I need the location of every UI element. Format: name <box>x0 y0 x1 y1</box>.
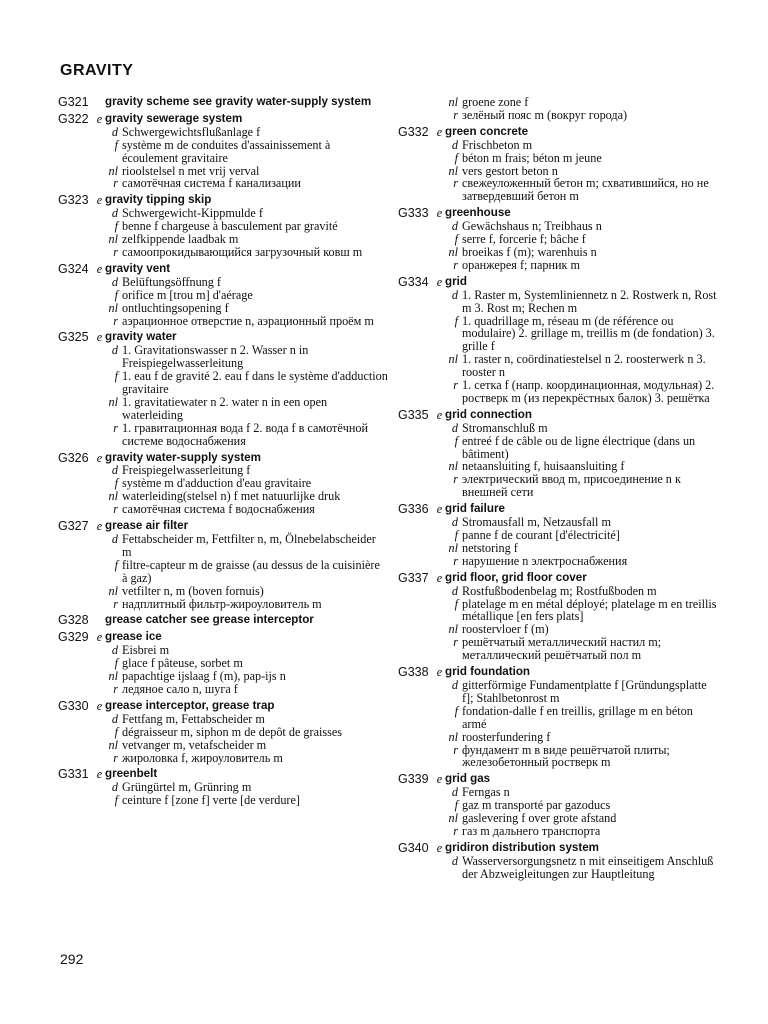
translation-text: Ferngas n <box>462 785 510 800</box>
translation-lang: nl <box>448 459 458 474</box>
translation <box>105 139 388 165</box>
entry-id: G334 <box>398 274 429 289</box>
translation <box>105 422 388 448</box>
language-mark <box>94 614 105 627</box>
entry-body <box>445 207 720 272</box>
translation <box>105 752 388 765</box>
translation <box>105 302 388 315</box>
translation-lang: d <box>451 677 458 692</box>
translation-text: 1. raster n, coördinatiestelsel n 2. roosterwerk n 3. rooster n <box>462 352 706 380</box>
headword: gravity scheme see gravity water-supply system <box>105 95 372 108</box>
translation-lang: d <box>111 124 118 139</box>
entry-body <box>105 614 388 627</box>
entry-id: G340 <box>398 840 429 855</box>
language-mark: e <box>436 274 443 289</box>
translation-text: Belüftungsöffnung f <box>122 274 221 289</box>
entry-body <box>105 768 388 807</box>
translation <box>105 533 388 559</box>
entry-id: G329 <box>58 630 89 645</box>
language-mark: e <box>96 767 103 782</box>
translation <box>105 683 388 696</box>
translation <box>105 726 388 739</box>
translation-lang: nl <box>448 244 458 259</box>
dictionary-entry <box>58 700 388 765</box>
language-mark: e <box>436 206 443 221</box>
translation-text: broeikas f (m); warenhuis n <box>462 244 597 259</box>
translation-lang: r <box>113 420 118 435</box>
translation-text: самотёчная система f канализации <box>122 176 301 191</box>
language-mark: e <box>96 698 103 713</box>
translation <box>445 379 720 405</box>
translation <box>105 794 388 807</box>
translation-text: свежеуложенный бетон m; схватившийся, но не затвердевший бетон m <box>462 176 709 204</box>
translation-text: zelfkippende laadbak m <box>122 232 239 247</box>
translation-text: Rostfußbodenbelag m; Rostfußboden m <box>462 583 657 598</box>
translation-lang: f <box>454 232 458 247</box>
translation-text: Grüngürtel m, Grünring m <box>122 780 252 795</box>
entry-id: G335 <box>398 407 429 422</box>
translation-text: vetvanger m, vetafscheider m <box>122 737 267 752</box>
translation-text: Stromanschluß m <box>462 420 548 435</box>
language-mark: e <box>96 330 103 345</box>
headword: grid gas <box>445 772 491 786</box>
headword: gravity water-supply system <box>105 450 261 464</box>
translation-text: papachtige ijslaag f (m), pap-ijs n <box>122 669 286 684</box>
language-mark: e <box>96 111 103 126</box>
translation-lang: f <box>454 798 458 813</box>
translation-text: système m de conduites d'assainissement à écoulement gravitaire <box>122 137 331 165</box>
translation-lang: nl <box>108 737 118 752</box>
translation-text: platelage m en métal déployé; platelage m en treillis métallique [en fers plats] <box>462 596 717 624</box>
translation-text: panne f de courant [d'électricité] <box>462 528 620 542</box>
translation-lang: nl <box>448 352 458 367</box>
translation-text: benne f chargeuse à basculement par gravité <box>122 219 338 234</box>
translation-text: Fettabscheider m, Fettfilter n, m, Ölnebelabscheider m <box>122 532 376 559</box>
translation-lang: nl <box>448 163 458 178</box>
translation-lang: f <box>114 287 118 302</box>
translation <box>105 315 388 328</box>
entry-id: G332 <box>398 124 429 139</box>
translation-text: 1. gravitatiewater n 2. water n in een open waterleiding <box>122 394 328 422</box>
translation <box>105 370 388 396</box>
translation <box>105 344 388 370</box>
translation-text: Gewächshaus n; Treibhaus n <box>462 219 602 234</box>
translation-lang: f <box>454 150 458 165</box>
translation-lang: d <box>451 515 458 530</box>
translation-lang: f <box>114 724 118 739</box>
entry-body <box>105 700 388 765</box>
headword: grid floor, grid floor cover <box>445 570 587 584</box>
translation <box>445 139 720 152</box>
translation-text: газ m дальнего транспорта <box>462 823 601 838</box>
translation-lang: d <box>111 711 118 726</box>
translation <box>105 503 388 516</box>
language-mark: e <box>436 407 443 422</box>
translation-lang: d <box>451 583 458 598</box>
translation-lang: nl <box>108 163 118 178</box>
translation <box>445 177 720 203</box>
translation-text: ледяное сало n, шуга f <box>122 681 238 696</box>
translation-lang: r <box>453 553 458 568</box>
language-mark: e <box>436 665 443 680</box>
dictionary-entry <box>398 96 720 122</box>
translation-text: netstoring f <box>462 540 518 555</box>
dictionary-entry <box>398 572 720 662</box>
translation-lang: d <box>451 219 458 234</box>
entry-body <box>105 96 388 109</box>
translation-text: надплитный фильтр-жироуловитель m <box>122 596 322 611</box>
headword: gravity vent <box>105 261 171 275</box>
translation-text: жироловка f, жироуловитель m <box>122 750 283 765</box>
entry-body <box>445 572 720 662</box>
translation-text: roostervloer f (m) <box>462 622 549 637</box>
entry-body <box>105 331 388 447</box>
translation-lang: r <box>113 681 118 696</box>
entry-id: G328 <box>58 613 89 628</box>
translation-text: ceinture f [zone f] verte [de verdure] <box>122 793 300 808</box>
translation-lang: d <box>451 287 458 302</box>
translation-text: filtre-capteur m de graisse (au dessus de la cuisinière à gaz) <box>122 557 380 585</box>
translation-text: dégraisseur m, siphon m de depôt de graisses <box>122 724 343 739</box>
translation-text: vetfilter n, m (boven fornuis) <box>122 583 264 598</box>
translation-text: Wasserversorgungsnetz n mit einseitigem Anschluß der Abzweigleitungen zur Hauptleitung <box>462 853 714 881</box>
dictionary-entry <box>398 773 720 838</box>
dictionary-entry <box>58 194 388 259</box>
translation <box>445 542 720 555</box>
entry-id: G339 <box>398 772 429 787</box>
translation-lang: d <box>111 780 118 795</box>
translation-lang: nl <box>108 300 118 315</box>
translation <box>445 705 720 731</box>
translation-lang: r <box>453 107 458 122</box>
dictionary-entry <box>58 113 388 190</box>
entry-id: G323 <box>58 193 89 208</box>
translation-lang: r <box>453 176 458 191</box>
translation-text: roosterfundering f <box>462 729 551 744</box>
dictionary-entry <box>58 768 388 807</box>
language-mark: e <box>96 261 103 276</box>
translation-text: Fettfang m, Fettabscheider m <box>122 711 265 726</box>
dictionary-entry <box>398 409 720 499</box>
translation <box>445 598 720 624</box>
translation-lang: nl <box>448 95 458 109</box>
entry-id: G322 <box>58 111 89 126</box>
translation <box>105 246 388 259</box>
translation <box>105 289 388 302</box>
translation-lang: r <box>113 313 118 328</box>
translation-text: entreé f de câble ou de ligne électrique (dans un bâtiment) <box>462 433 696 461</box>
translation <box>445 555 720 568</box>
language-mark: e <box>436 840 443 855</box>
translation-text: оранжерея f; парник m <box>462 257 580 272</box>
translation <box>105 739 388 752</box>
language-mark: e <box>436 502 443 517</box>
translation <box>445 289 720 315</box>
running-head: GRAVITY <box>60 62 134 79</box>
translation-lang: d <box>111 274 118 289</box>
dictionary-entry <box>58 614 388 627</box>
language-mark: e <box>436 570 443 585</box>
translation-lang: nl <box>448 729 458 744</box>
translation-lang: d <box>451 785 458 800</box>
entry-body <box>105 113 388 190</box>
headword: greenhouse <box>445 206 511 220</box>
translation <box>445 529 720 542</box>
translation-text: waterleiding(stelsel n) f met natuurlijke druk <box>122 489 341 504</box>
translation <box>445 422 720 435</box>
translation <box>105 559 388 585</box>
translation-lang: d <box>111 343 118 358</box>
language-mark <box>434 96 445 122</box>
entry-id: G336 <box>398 502 429 517</box>
right-column <box>398 96 720 885</box>
translation-text: 1. Gravitationswasser n 2. Wasser n in Freispiegelwasserleitung <box>122 343 309 371</box>
translation-text: аэрационное отверстие n, аэрационный проём m <box>122 313 374 328</box>
headword: gravity water <box>105 330 177 344</box>
translation <box>105 396 388 422</box>
translation-text: фундамент m в виде решётчатой плиты; железобетонный ростверк m <box>462 742 670 770</box>
entry-body <box>105 194 388 259</box>
language-mark: e <box>436 124 443 139</box>
translation-text: Schwergewicht-Kippmulde f <box>122 206 263 221</box>
entry-body <box>445 666 720 769</box>
translation-lang: r <box>113 750 118 765</box>
translation-text: 1. Raster m, Systemliniennetz n 2. Rostwerk n, Rost m 3. Rost m; Rechen m <box>462 287 717 315</box>
language-mark: e <box>96 519 103 534</box>
translation <box>445 152 720 165</box>
translation-text: orifice m [trou m] d'aérage <box>122 287 253 302</box>
page-number: 292 <box>60 951 84 967</box>
translation <box>445 744 720 770</box>
translation-lang: r <box>453 823 458 838</box>
translation-lang: r <box>453 472 458 487</box>
entry-body <box>445 503 720 568</box>
translation-text: решётчатый металлический настил m; металлический решётчатый пол m <box>462 635 662 663</box>
headword: grease interceptor, grease trap <box>105 698 275 712</box>
translation-text: 1. eau f de gravité 2. eau f dans le système d'adduction gravitaire <box>122 369 388 397</box>
translation-lang: f <box>454 433 458 448</box>
translation-lang: nl <box>448 811 458 826</box>
dictionary-entry <box>58 96 388 109</box>
headword: grid connection <box>445 407 532 421</box>
translation-text: самотёчная система f водоснабжения <box>122 502 315 517</box>
language-mark: e <box>96 630 103 645</box>
language-mark: e <box>96 193 103 208</box>
dictionary-entry <box>58 520 388 610</box>
translation-lang: f <box>114 557 118 572</box>
translation-text: 1. сетка f (напр. координационная, модульная) 2. ростверк m (из перекрёстных балок) 3. решётка <box>462 378 715 405</box>
entry-id: G330 <box>58 698 89 713</box>
translation <box>445 585 720 598</box>
translation <box>105 177 388 190</box>
translation <box>445 435 720 461</box>
translation-lang: nl <box>108 669 118 684</box>
entry-body <box>105 263 388 328</box>
headword: grease catcher see grease interceptor <box>105 613 314 627</box>
translation-text: Frischbeton m <box>462 137 533 152</box>
translation-lang: r <box>453 378 458 393</box>
translation <box>445 353 720 379</box>
translation <box>445 246 720 259</box>
translation-text: самоопрокидывающийся загрузочный ковш m <box>122 244 363 259</box>
language-mark: e <box>436 772 443 787</box>
entry-body <box>105 631 388 696</box>
translation-lang: f <box>454 528 458 542</box>
entry-id <box>398 96 434 122</box>
translation <box>445 731 720 744</box>
dictionary-entry <box>398 503 720 568</box>
dictionary-entry <box>58 331 388 447</box>
translation-lang: d <box>111 463 118 478</box>
translation <box>445 96 720 109</box>
translation-lang: f <box>454 313 458 328</box>
translation-lang: r <box>113 244 118 259</box>
translation <box>445 855 720 881</box>
translation-text: Freispiegelwasserleitung f <box>122 463 251 478</box>
translation-lang: r <box>453 742 458 757</box>
entry-body <box>105 520 388 610</box>
translation <box>445 679 720 705</box>
headword: greenbelt <box>105 767 158 781</box>
translation-lang: f <box>114 656 118 671</box>
translation-text: gitterförmige Fundamentplatte f [Gründungsplatte f]; Stahlbetonrost m <box>462 677 707 705</box>
dictionary-entry <box>58 263 388 328</box>
translation-text: Stromausfall m, Netzausfall m <box>462 515 611 530</box>
translation-lang: nl <box>108 489 118 504</box>
translation-lang: d <box>451 137 458 152</box>
translation <box>445 812 720 825</box>
translation <box>445 259 720 272</box>
translation-text: gaslevering f over grote afstand <box>462 811 617 826</box>
entry-body <box>445 96 720 122</box>
entry-body <box>445 842 720 881</box>
translation-lang: d <box>451 420 458 435</box>
translation-text: vers gestort beton n <box>462 163 558 178</box>
translation-lang: f <box>114 476 118 491</box>
entry-id: G338 <box>398 665 429 680</box>
translation-text: béton m frais; béton m jeune <box>462 150 602 165</box>
translation-lang: r <box>453 635 458 650</box>
translation-lang: r <box>113 176 118 191</box>
translation-text: système m d'adduction d'eau gravitaire <box>122 476 312 491</box>
entry-body <box>445 409 720 499</box>
translation-text: нарушение n электроснабжения <box>462 553 628 568</box>
translation-lang: f <box>454 703 458 718</box>
headword: green concrete <box>445 124 529 138</box>
language-mark: e <box>96 450 103 465</box>
headword: gravity sewerage system <box>105 111 243 125</box>
entry-id: G325 <box>58 330 89 345</box>
language-mark <box>94 96 105 109</box>
entry-body <box>445 276 720 405</box>
entry-id: G327 <box>58 519 89 534</box>
headword: grid <box>445 274 467 288</box>
translation-text: зелёный пояс m (вокруг города) <box>462 107 628 122</box>
translation-lang: nl <box>448 622 458 637</box>
translation-text: Eisbrei m <box>122 643 170 658</box>
translation <box>445 109 720 122</box>
translation-text: gaz m transporté par gazoducs <box>462 798 611 813</box>
dictionary-entry <box>398 666 720 769</box>
headword: grease air filter <box>105 519 189 533</box>
translation <box>105 126 388 139</box>
translation-text: serre f, forcerie f; bâche f <box>462 232 586 247</box>
left-column <box>58 96 388 811</box>
translation-text: netaansluiting f, huisaansluiting f <box>462 459 625 474</box>
dictionary-entry <box>398 207 720 272</box>
translation-lang: d <box>451 853 458 868</box>
translation-text: Schwergewichtsflußanlage f <box>122 124 261 139</box>
translation-text: 1. гравитационная вода f 2. вода f в самотёчной системе водоснабжения <box>122 420 369 448</box>
entry-id: G321 <box>58 95 89 109</box>
translation-lang: d <box>111 643 118 658</box>
translation <box>105 585 388 598</box>
entry-body <box>445 126 720 203</box>
translation-lang: f <box>454 596 458 611</box>
headword: grid failure <box>445 502 505 516</box>
headword: grease ice <box>105 630 162 644</box>
translation-text: fondation-dalle f en treillis, grillage m en béton armé <box>462 703 693 731</box>
entry-id: G326 <box>58 450 89 465</box>
dictionary-entry <box>398 126 720 203</box>
translation-text: glace f pâteuse, sorbet m <box>122 656 243 671</box>
translation <box>105 598 388 611</box>
dictionary-entry <box>398 276 720 405</box>
translation-lang: nl <box>448 540 458 555</box>
translation <box>445 473 720 499</box>
dictionary-entry <box>58 631 388 696</box>
translation-lang: r <box>113 502 118 517</box>
translation-lang: f <box>114 137 118 152</box>
dictionary-entry <box>398 842 720 881</box>
translation-lang: nl <box>108 583 118 598</box>
translation-lang: nl <box>108 394 118 409</box>
translation-lang: r <box>453 257 458 272</box>
entry-id: G324 <box>58 261 89 276</box>
translation-text: 1. quadrillage m, réseau m (de référence ou modulaire) 2. grillage m, treillis m (de fondation) 3. grille f <box>462 313 715 354</box>
headword: gravity tipping skip <box>105 193 212 207</box>
translation-lang: f <box>114 793 118 808</box>
translation-text: ontluchtingsopening f <box>122 300 229 315</box>
translation-lang: nl <box>108 232 118 247</box>
translation <box>105 713 388 726</box>
translation-text: groene zone f <box>462 95 529 109</box>
translation-text: rioolstelsel n met vrij verval <box>122 163 260 178</box>
translation-text: электрический ввод m, присоединение n к внешней сети <box>462 472 681 500</box>
translation <box>445 315 720 354</box>
dictionary-entry <box>58 452 388 517</box>
translation-lang: f <box>114 369 118 384</box>
translation <box>445 636 720 662</box>
entry-id: G331 <box>58 767 89 782</box>
translation <box>105 276 388 289</box>
translation-lang: d <box>111 532 118 546</box>
entry-id: G337 <box>398 570 429 585</box>
entry-body <box>445 773 720 838</box>
entry-id: G333 <box>398 206 429 221</box>
translation-lang: d <box>111 206 118 221</box>
headword: gridiron distribution system <box>445 840 599 854</box>
entry-body <box>105 452 388 517</box>
headword: grid foundation <box>445 665 531 679</box>
translation-lang: f <box>114 219 118 234</box>
translation-lang: r <box>113 596 118 611</box>
translation <box>445 825 720 838</box>
